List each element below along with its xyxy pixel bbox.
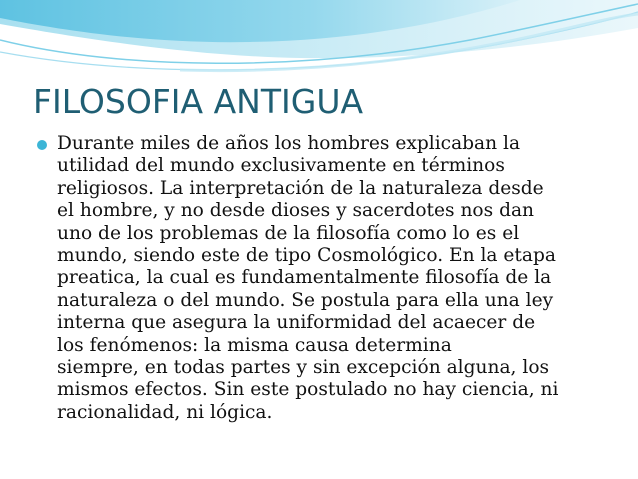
- text-line: interna que asegura la uniformidad del acaecer de: [57, 312, 536, 334]
- bullet-text: [57, 133, 558, 424]
- text-line: el hombre, y no desde dioses y sacerdotes nos dan: [57, 200, 535, 222]
- bullet-dot-icon: [37, 140, 47, 150]
- text-line: naturaleza o del mundo. Se postula para ella una ley: [57, 289, 554, 311]
- text-line: preatica, la cual es fundamentalmente filosofía de la: [57, 267, 552, 289]
- text-line: Durante miles de años los hombres explicaban la: [57, 133, 521, 154]
- slide-title: FILOSOFIA ANTIGUA: [33, 82, 364, 121]
- text-line: siempre, en todas partes y sin excepción alguna, los: [57, 357, 550, 379]
- text-line: religiosos. La interpretación de la naturaleza desde: [57, 177, 544, 199]
- bullet-item: [37, 133, 607, 424]
- text-line: uno de los problemas de la filosofía como lo es el: [57, 222, 520, 244]
- text-line: utilidad del mundo exclusivamente en términos: [57, 155, 505, 177]
- header-wave-decoration: [0, 0, 638, 75]
- text-line: mismos efectos. Sin este postulado no hay ciencia, ni: [57, 379, 559, 401]
- slide-content: [37, 133, 607, 424]
- text-line: los fenómenos: la misma causa determina: [57, 334, 452, 356]
- text-line: racionalidad, ni lógica.: [57, 401, 273, 423]
- text-line: mundo, siendo este de tipo Cosmológico. En la etapa: [57, 245, 556, 267]
